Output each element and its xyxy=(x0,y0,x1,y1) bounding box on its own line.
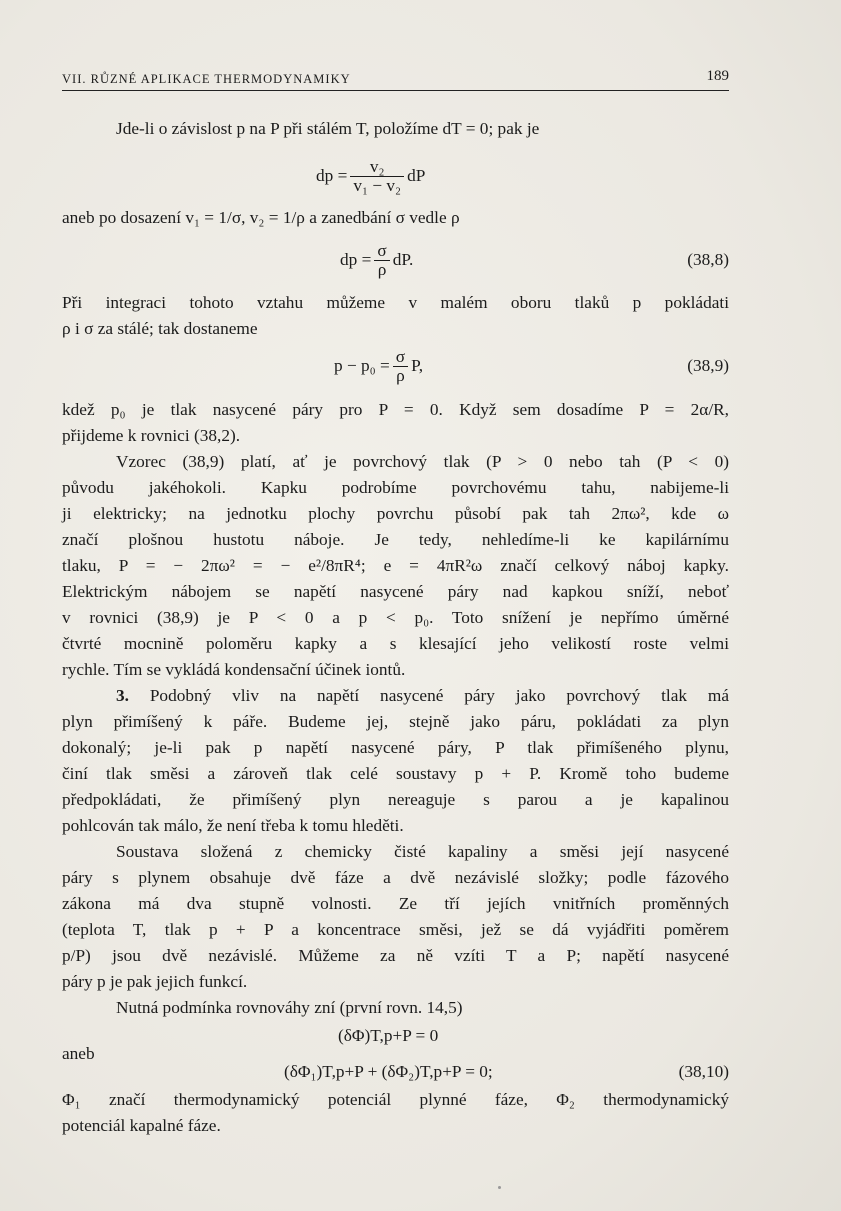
eq-lhs: p − p₀ = xyxy=(334,356,390,375)
page-header xyxy=(62,66,729,91)
numerator: σ xyxy=(393,348,408,367)
running-title: VII. RŮZNÉ APLIKACE THERMODYNAMIKY xyxy=(62,72,351,86)
paragraph-line: Vzorec (38,9) platí, ať je povrchový tlak (P > 0 nebo tah (P < 0) xyxy=(116,452,729,471)
paragraph-line: Při integraci tohoto vztahu můžeme v malém oboru tlaků p pokládati xyxy=(62,293,729,312)
paragraph-line xyxy=(116,685,729,707)
paragraph-line: Nutná podmínka rovnováhy zní (první rovn. 14,5) xyxy=(116,998,463,1017)
paragraph-line: značí plošnou hustotu náboje. Je tedy, nehledíme-li ke kapilárnímu xyxy=(62,530,729,549)
paragraph-line: rychle. Tím se vykládá kondensační účinek iontů. xyxy=(62,660,406,679)
equation-38-10 xyxy=(62,1062,729,1086)
paragraph-line: kdež p₀ je tlak nasycené páry pro P = 0. Když sem dosadíme P = 2α/R, xyxy=(62,400,729,419)
paragraph-line: ρ i σ za stálé; tak dostaneme xyxy=(62,319,258,338)
eq-lhs: dp = xyxy=(316,166,348,185)
paragraph-line: zákona má dva stupně volnosti. Ze tří jejích vnitřních proměnných xyxy=(62,894,729,913)
numerator: v₂ xyxy=(350,158,404,177)
equation-number: (38,10) xyxy=(678,1062,729,1081)
eq-rhs: P, xyxy=(411,356,424,375)
equation-condition: (δΦ)T,p+P = 0 xyxy=(338,1026,439,1045)
paragraph-line: čtvrté mocnině poloměru kapky a s klesající jeho velikostí roste velmi xyxy=(62,634,729,653)
paragraph-line: činí tlak směsi a zároveň tlak celé soustavy p + P. Kromě toho budeme xyxy=(62,764,729,783)
page-number: 189 xyxy=(706,68,729,84)
equation-38-8 xyxy=(62,238,729,282)
paragraph-line: předpokládati, že přimíšený plyn nereaguje s parou a je kapalinou xyxy=(62,790,729,809)
paragraph-line: aneb xyxy=(62,1044,95,1063)
paragraph-line: p/P) jsou dvě nezávislé. Můžeme za ně vzíti T a P; napětí nasycené xyxy=(62,946,729,965)
paragraph-line: páry s plynem obsahuje dvě fáze a dvě nezávislé složky; podle fázového xyxy=(62,868,729,887)
section-number: 3. xyxy=(116,686,129,705)
denominator: ρ xyxy=(377,259,387,279)
paragraph-line: plyn přimíšený k páře. Budeme jej, stejně jako páru, pokládati za plyn xyxy=(62,712,729,731)
eq-rhs: dP. xyxy=(392,250,414,269)
paragraph-line: ji elektricky; na jednotku plochy povrchu působí pak tah 2πω², kde ω xyxy=(62,504,729,523)
paper-speck xyxy=(498,1186,501,1189)
eq-lhs: dp = xyxy=(340,250,372,269)
paragraph-text: Podobný vliv na napětí nasycené páry jako povrchový tlak má xyxy=(149,686,729,705)
equation-dp-fraction xyxy=(62,154,729,198)
fraction xyxy=(350,158,404,195)
equation-number: (38,9) xyxy=(687,356,729,375)
paragraph-line: tlaku, P = − 2πω² = − e²/8πR⁴; e = 4πR²ω značí celkový náboj kapky. xyxy=(62,556,729,575)
paragraph-line: dokonalý; je-li pak p napětí nasycené páry, P tlak přimíšeného plynu, xyxy=(62,738,729,757)
equation-number: (38,8) xyxy=(687,250,729,269)
paragraph-line: Soustava složená z chemicky čisté kapaliny a směsi její nasycené xyxy=(116,842,729,861)
fraction xyxy=(374,242,389,279)
eq-rhs: dP xyxy=(407,166,426,185)
eq-body: (δΦ₁)T,p+P + (δΦ₂)T,p+P = 0; xyxy=(284,1062,493,1081)
denominator: v₁ − v₂ xyxy=(353,175,402,195)
paragraph-line: Elektrickým nábojem se napětí nasycené páry nad kapkou sníží, neboť xyxy=(62,582,729,601)
paragraph-line: přijdeme k rovnici (38,2). xyxy=(62,426,241,445)
paragraph-line: (teplota T, tlak p + P a koncentrace směsi, jež se dá vyjádřiti poměrem xyxy=(62,920,729,939)
paragraph-line: Φ₁ značí thermodynamický potenciál plynné fáze, Φ₂ thermodynamický xyxy=(62,1090,729,1109)
numerator: σ xyxy=(374,242,389,261)
paragraph-line: pohlcován tak málo, že není třeba k tomu hleděti. xyxy=(62,816,404,835)
denominator: ρ xyxy=(396,365,405,385)
fraction xyxy=(393,348,408,385)
paragraph-line: původu jakéhokoli. Kapku podrobíme povrchovému tahu, nabijeme-li xyxy=(62,478,729,497)
paragraph-line: potenciál kapalné fáze. xyxy=(62,1116,221,1135)
paragraph-line: Jde-li o závislost p na P při stálém T, položíme dT = 0; pak je xyxy=(116,119,540,138)
equation-38-9 xyxy=(62,344,729,388)
paragraph-line: páry p je pak jejich funkcí. xyxy=(62,972,248,991)
paragraph-line: aneb po dosazení v₁ = 1/σ, v₂ = 1/ρ a zanedbání σ vedle ρ xyxy=(62,208,460,227)
paragraph-line: v rovnici (38,9) je P < 0 a p < p₀. Toto snížení je nepřímo úměrné xyxy=(62,608,729,627)
